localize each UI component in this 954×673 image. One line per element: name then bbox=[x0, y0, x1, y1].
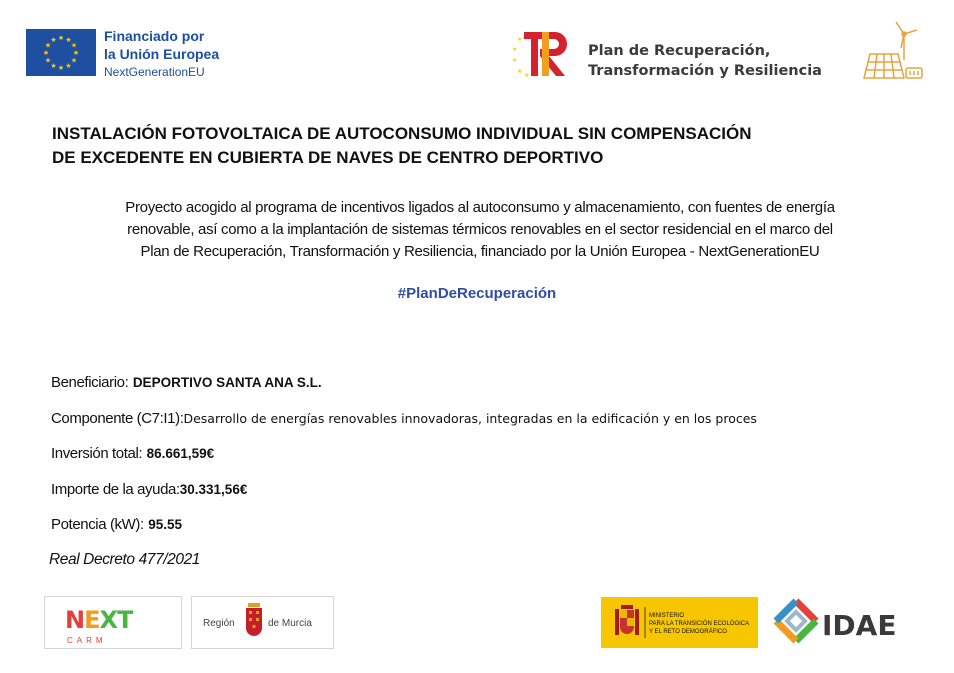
idae-text: IDAE bbox=[822, 609, 897, 642]
svg-text:★: ★ bbox=[44, 56, 52, 65]
importe-value: 30.331,56€ bbox=[179, 482, 248, 497]
murcia-crest-icon bbox=[246, 603, 262, 636]
prtr-logo bbox=[511, 27, 575, 79]
importe-row bbox=[51, 481, 247, 499]
project-line-2: renovable, así como a la implantación de sistemas térmicos renovables en el sector residencial en el marco del bbox=[127, 221, 833, 238]
project-line-1: Proyecto acogido al programa de incentivos ligados al autoconsumo y almacenamiento, con fuentes de energía bbox=[125, 199, 835, 216]
eu-funding-text bbox=[104, 27, 219, 81]
solar-wind-energy-icon bbox=[860, 20, 926, 82]
potencia-label: Potencia (kW): bbox=[51, 516, 144, 533]
svg-text:★: ★ bbox=[72, 49, 80, 57]
murcia-right-text: de Murcia bbox=[268, 618, 312, 629]
svg-text:★: ★ bbox=[517, 68, 523, 75]
ministerio-logo bbox=[601, 597, 758, 648]
prtr-text bbox=[588, 41, 822, 81]
svg-text:★: ★ bbox=[44, 41, 52, 50]
document-title bbox=[52, 122, 922, 170]
region-de-murcia-logo bbox=[191, 596, 334, 649]
ministerio-line-3: Y EL RETO DEMOGRÁFICO bbox=[649, 629, 727, 635]
plan-line-1: Plan de Recuperación, bbox=[588, 43, 771, 59]
componente-row bbox=[51, 410, 757, 428]
beneficiario-row bbox=[51, 374, 322, 392]
svg-text:★: ★ bbox=[524, 72, 530, 79]
svg-text:★: ★ bbox=[65, 36, 72, 44]
svg-text:★: ★ bbox=[50, 62, 57, 70]
svg-text:★: ★ bbox=[512, 46, 518, 53]
svg-text:★: ★ bbox=[50, 36, 57, 44]
svg-text:★: ★ bbox=[70, 41, 78, 50]
eu-line-1: Financiado por bbox=[104, 28, 205, 44]
potencia-value: 95.55 bbox=[148, 517, 183, 532]
ministerio-line-1: MINISTERIO bbox=[649, 613, 685, 619]
beneficiario-label: Beneficiario: bbox=[51, 374, 129, 391]
murcia-left-text: Región bbox=[203, 618, 235, 629]
potencia-row bbox=[51, 516, 182, 534]
componente-value: Desarrollo de energías renovables innovadoras, integradas en la edificación y en los proces bbox=[183, 411, 757, 426]
svg-text:★: ★ bbox=[57, 64, 65, 72]
svg-text:★: ★ bbox=[517, 36, 523, 43]
beneficiario-value: DEPORTIVO SANTA ANA S.L. bbox=[132, 375, 322, 390]
inversion-row bbox=[51, 445, 214, 463]
eu-line-3: NextGenerationEU bbox=[104, 65, 205, 79]
svg-text:★: ★ bbox=[512, 57, 518, 64]
title-line-2: DE EXCEDENTE EN CUBIERTA DE NAVES DE CENTRO DEPORTIVO bbox=[52, 148, 604, 167]
inversion-label: Inversión total: bbox=[51, 445, 143, 462]
componente-label: Componente (C7:I1): bbox=[51, 410, 184, 427]
svg-text:★: ★ bbox=[57, 34, 65, 42]
plan-line-2: Transformación y Resiliencia bbox=[588, 63, 822, 79]
project-description bbox=[40, 197, 920, 263]
idae-logo bbox=[770, 597, 930, 649]
eu-flag-logo bbox=[26, 29, 96, 76]
hashtag: #PlanDeRecuperación bbox=[397, 285, 557, 302]
next-carm-sub: CARM bbox=[67, 636, 107, 645]
svg-text:★: ★ bbox=[42, 49, 50, 57]
svg-text:NEXT: NEXT bbox=[65, 606, 133, 634]
real-decreto: Real Decreto 477/2021 bbox=[49, 551, 201, 568]
svg-text:★: ★ bbox=[70, 56, 78, 65]
title-line-1: INSTALACIÓN FOTOVOLTAICA DE AUTOCONSUMO INDIVIDUAL SIN COMPENSACIÓN bbox=[52, 124, 752, 143]
ministerio-line-2: PARA LA TRANSICIÓN ECOLÓGICA bbox=[649, 621, 750, 627]
idae-diamond-icon bbox=[776, 601, 816, 641]
spain-coat-of-arms-icon bbox=[615, 605, 639, 635]
project-line-3: Plan de Recuperación, Transformación y Resiliencia, financiado por la Unión Europea - NextGenerationEU bbox=[140, 243, 820, 260]
svg-text:★: ★ bbox=[65, 62, 72, 70]
eu-line-2: la Unión Europea bbox=[104, 46, 220, 62]
importe-label: Importe de la ayuda: bbox=[51, 481, 180, 498]
next-carm-logo bbox=[44, 596, 182, 649]
inversion-value: 86.661,59€ bbox=[146, 446, 215, 461]
